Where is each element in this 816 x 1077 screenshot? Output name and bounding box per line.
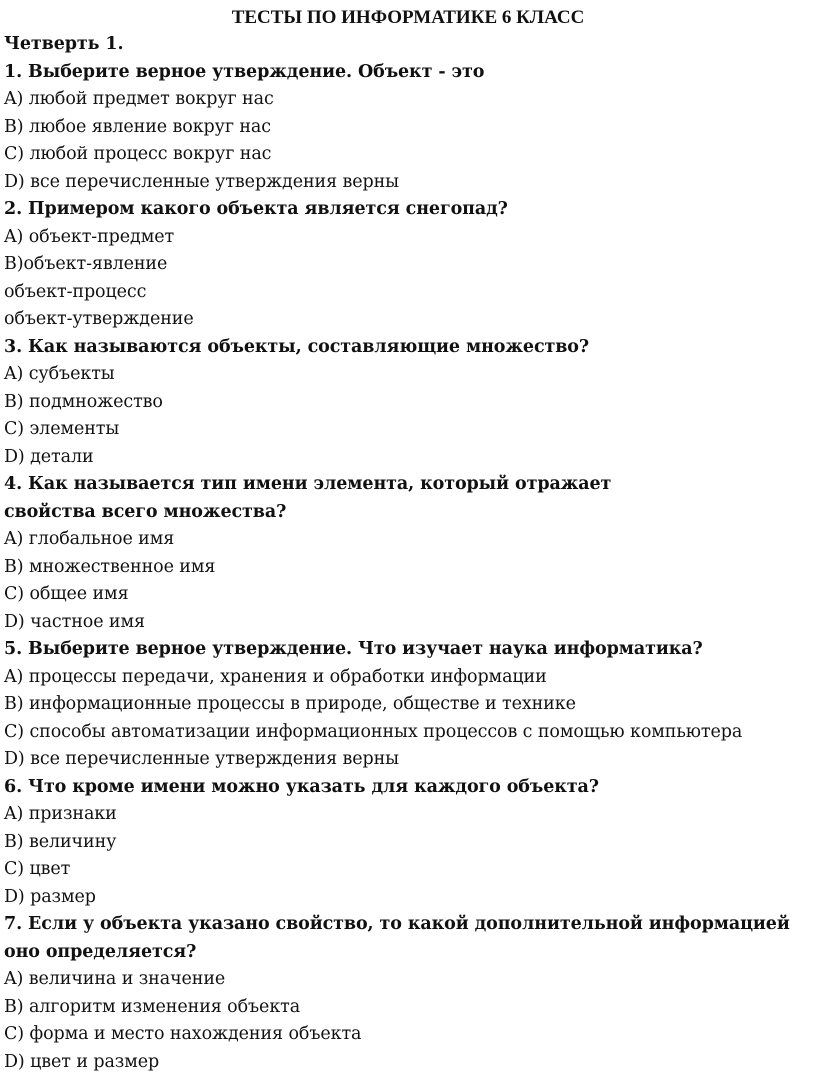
question-line: 1. Выберите верное утверждение. Объект - это [4,61,485,82]
question-line: свойства всего множества? [4,501,287,522]
answer-option-line: C) способы автоматизации информационных процессов с помощью компьютера [4,721,743,742]
quarter-heading: Четверть 1. [4,34,124,54]
answer-option-line: D) детали [4,446,94,467]
answer-option-line: D) все перечисленные утверждения верны [4,749,400,769]
question-line: 6. Что кроме имени можно указать для каждого объекта? [4,776,599,797]
question-line: 2. Примером какого объекта является снегопад? [4,199,508,219]
answer-option-line: A) глобальное имя [4,529,175,549]
answer-option-line: объект-утверждение [4,309,194,329]
answer-option-line: D) частное имя [4,611,145,632]
answer-option-line: A) любой предмет вокруг нас [4,89,274,109]
answer-option-line: A) объект-предмет [4,226,175,247]
answer-option-line: B) информационные процессы в природе, обществе и технике [4,694,576,714]
answer-option-line: B) подмножество [4,391,163,412]
answer-option-line: A) процессы передачи, хранения и обработки информации [4,666,547,687]
test-content [4,31,812,1076]
answer-option-line: B) множественное имя [4,556,216,577]
answer-option-line: D) цвет и размер [4,1051,160,1072]
question-line: 5. Выберите верное утверждение. Что изучает наука информатика? [4,639,703,659]
question-line: 3. Как называются объекты, составляющие множество? [4,336,590,357]
answer-option-line: D) все перечисленные утверждения верны [4,171,400,192]
answer-option-line: B) любое явление вокруг нас [4,116,271,137]
answer-option-line: B) величину [4,831,117,852]
answer-option-line: D) размер [4,886,96,907]
answer-option-line: C) цвет [4,859,71,879]
question-line: 7. Если у объекта указано свойство, то какой дополнительной информацией [4,914,790,934]
answer-option-line: C) форма и место нахождения объекта [4,1024,362,1044]
answer-option-line: A) признаки [4,804,117,824]
answer-option-line: C) элементы [4,419,120,439]
answer-option-line: C) любой процесс вокруг нас [4,144,272,164]
answer-option-line: A) субъекты [4,364,115,384]
answer-option-line: A) величина и значение [4,969,226,989]
answer-option-line: объект-процесс [4,281,147,302]
answer-option-line: C) общее имя [4,584,129,604]
question-line: 4. Как называется тип имени элемента, который отражает [4,474,612,494]
question-line: оно определяется? [4,941,197,962]
answer-option-line: B)объект-явление [4,254,168,274]
answer-option-line: B) алгоритм изменения объекта [4,996,301,1017]
page-title: ТЕСТЫ ПО ИНФОРМАТИКЕ 6 КЛАСС [231,7,585,28]
